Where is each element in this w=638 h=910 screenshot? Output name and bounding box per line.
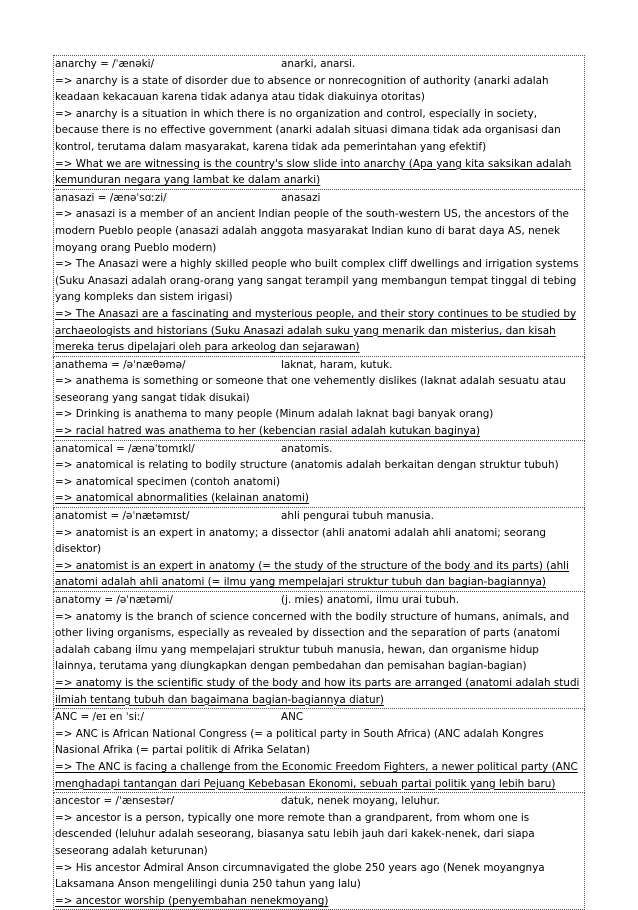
entry-line: => ancestor worship (penyembahan nenekmoyang) bbox=[55, 894, 329, 907]
glossary-page bbox=[53, 55, 585, 910]
entry-anasazi bbox=[53, 190, 585, 357]
entry-line: => anarchy is a situation in which there is no organization and control, especially in society, because there is no effective government (anarki adalah situasi dimana tidak ada organisasi dan kontrol, terutama dalam masyarakat, karena tidak ada pemerintahan yang efektif) bbox=[55, 107, 561, 153]
entry-meaning: anasazi bbox=[281, 191, 321, 204]
entry-line: => anatomical abnormalities (kelainan anatomi) bbox=[55, 492, 309, 505]
entry-line: => anatomy is the scientific study of the body and how its parts are arranged (anatomi adalah studi ilmiah tentang tubuh dan bagaimana bagian-bagiannya diatur) bbox=[55, 676, 580, 706]
entry-line: => anatomical specimen (contoh anatomi) bbox=[55, 475, 280, 488]
entry-term: anasazi = /ænəˈsɑːzi/ bbox=[55, 191, 167, 204]
entry-line: => anatomist is an expert in anatomy (= the study of the structure of the body and its parts) (ahli anatomi adalah ahli anatomi (= ilmu yang mempelajari struktur tubuh dan bagian-bagiannya) bbox=[55, 559, 569, 589]
entry-anatomy bbox=[53, 592, 585, 709]
entry-term: ancestor = /ˈænsestər/ bbox=[55, 795, 175, 808]
entry-meaning: anatomis. bbox=[281, 442, 333, 455]
entry-line: => The Anasazi were a highly skilled people who built complex cliff dwellings and irrigation systems (Suku Anasazi adalah orang-orang yang sangat terampil yang membangun tempat tinggal di tebing yang kompleks dan sistem irigasi) bbox=[55, 258, 579, 304]
entry-line: => ANC is African National Congress (= a political party in South Africa) (ANC adalah Kongres Nasional Afrika (= partai politik di Afrika Selatan) bbox=[55, 727, 544, 757]
entry-line: => racial hatred was anathema to her (kebencian rasial adalah kutukan baginya) bbox=[55, 425, 481, 438]
entry-line: => anatomical is relating to bodily structure (anatomis adalah berkaitan dengan struktur tubuh) bbox=[55, 459, 559, 472]
entry-line: => anasazi is a member of an ancient Indian people of the south-western US, the ancestors of the modern Pueblo people (anasazi adalah anggota masyarakat Indian kuno di barat daya AS, nenek moyang orang Pueblo modern) bbox=[55, 208, 569, 254]
entry-anarchy bbox=[53, 55, 585, 190]
entry-term: anatomist = /əˈnætəmɪst/ bbox=[55, 510, 190, 523]
entry-line: => The Anasazi are a fascinating and mysterious people, and their story continues to be studied by archaeologists and historians (Suku Anasazi adalah suku yang menarik dan misterius, dan kisah mereka terus dipelajari oleh para arkeolog dan sejarawan) bbox=[55, 307, 577, 354]
entry-anatomical bbox=[53, 441, 585, 508]
entry-meaning: laknat, haram, kutuk. bbox=[281, 358, 393, 371]
entry-anc bbox=[53, 709, 585, 793]
entry-line: => What we are witnessing is the country's slow slide into anarchy (Apa yang kita saksikan adalah kemunduran negara yang lambat ke dalam anarki) bbox=[55, 157, 572, 187]
entry-meaning: ahli pengurai tubuh manusia. bbox=[281, 510, 434, 523]
entry-anatomist bbox=[53, 508, 585, 592]
entry-term: anathema = /əˈnæθəmə/ bbox=[55, 358, 186, 371]
entry-line: => The ANC is facing a challenge from the Economic Freedom Fighters, a newer political party (ANC menghadapi tantangan dari Pejuang Kebebasan Ekonomi, sebuah partai politik yang lebih baru) bbox=[55, 760, 578, 790]
entry-line: => anarchy is a state of disorder due to absence or nonrecognition of authority (anarki adalah keadaan kekacauan karena tidak adanya atau tidak diakuinya otoritas) bbox=[55, 74, 549, 104]
entry-term: anatomy = /əˈnætəmi/ bbox=[55, 594, 173, 606]
entry-meaning: ANC bbox=[281, 711, 304, 724]
entry-term: anarchy = /ˈænəki/ bbox=[55, 58, 155, 70]
entry-line: => anatomist is an expert in anatomy; a dissector (ahli anatomi adalah ahli anatomi; seorang disektor) bbox=[55, 526, 547, 556]
entry-line: => ancestor is a person, typically one more remote than a grandparent, from whom one is descended (leluhur adalah seseorang, biasanya satu lebih jauh dari kakek-nenek, dari siapa seseorang adalah keturunan) bbox=[55, 811, 535, 857]
entry-term: ANC = /eɪ en ˈsiː/ bbox=[55, 711, 144, 724]
entry-line: => anathema is something or someone that one vehemently dislikes (laknat adalah sesuatu atau seseorang yang sangat tidak disukai) bbox=[55, 375, 566, 404]
entry-ancestor bbox=[53, 793, 585, 910]
entry-meaning: datuk, nenek moyang, leluhur. bbox=[281, 795, 440, 808]
entry-anathema bbox=[53, 357, 585, 441]
entry-line: => His ancestor Admiral Anson circumnavigated the globe 250 years ago (Nenek moyangnya Laksamana Anson mengelilingi dunia 250 tahun yang lalu) bbox=[55, 861, 545, 891]
entry-meaning: (j. mies) anatomi, ilmu urai tubuh. bbox=[281, 594, 460, 606]
entry-meaning: anarki, anarsi. bbox=[281, 58, 356, 70]
entry-line: => anatomy is the branch of science concerned with the bodily structure of humans, animals, and other living organisms, especially as revealed by dissection and the separation of parts (anatomi adalah cabang ilmu yang mempelajari struktur tubuh manusia, hewan, dan organisme hidup lainnya, terutama yang diungkapkan dengan pembedahan dan pemisahan bagian-bagian) bbox=[55, 610, 570, 673]
entry-term: anatomical = /ænəˈtɒmɪkl/ bbox=[55, 442, 195, 455]
entry-line: => Drinking is anathema to many people (Minum adalah laknat bagi banyak orang) bbox=[55, 408, 494, 421]
